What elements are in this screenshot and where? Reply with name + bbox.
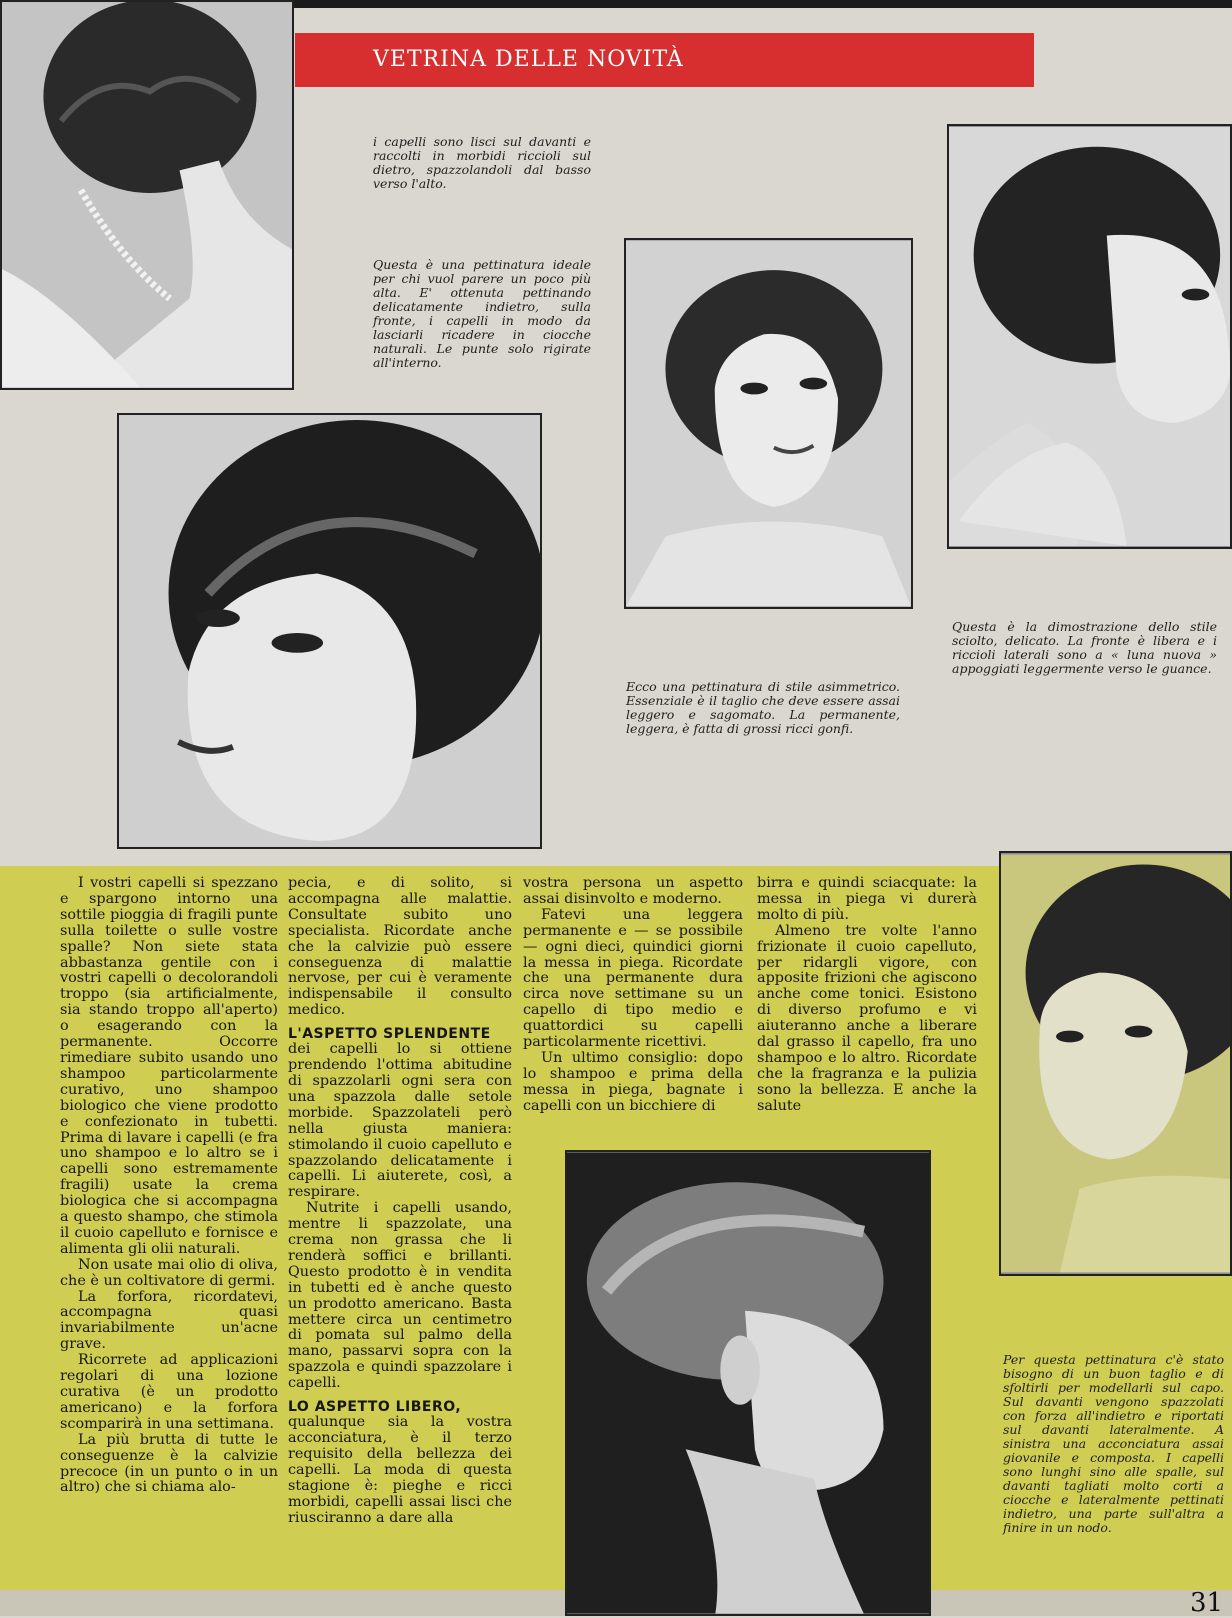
- paragraph: Non usate mai olio di oliva, che è un coltivatore di germi.: [60, 1256, 278, 1289]
- caption-loose-style: Questa è la dimostrazione dello stile sciolto, delicato. La fronte è libera e i riccioli laterali sono a « luna nuova » appoggiati leggermente verso le guance.: [952, 619, 1217, 676]
- photo-woman-back-image: [2, 2, 292, 388]
- photo-woman-back: [0, 0, 294, 390]
- caption-short-cut: Per questa pettinatura c'è stato bisogno di un buon taglio e di sfoltirli per modellarli sul capo. Sul davanti vengono spazzolati con forza all'indietro e riportati sul davanti lateralmente. A sinistra una acconciatura assai giovanile e composta. I capelli sono lunghi sino alle spalle, sul davanti tagliati molto corti a ciocche e lateralmente pettinati indietro, una parte sull'altra a finire in un nodo.: [1003, 1352, 1224, 1535]
- photo-woman-profile-right: [947, 124, 1232, 549]
- paragraph: Un ultimo consiglio: dopo lo shampoo e prima della messa in piega, bagnate i capelli con un bicchiere di: [523, 1049, 743, 1114]
- page-number: 31: [1190, 1588, 1224, 1618]
- paragraph: qualunque sia la vostra acconciatura, è il terzo requisito della bellezza dei capelli. La moda di questa stagione è: pieghe e ricci morbidi, capelli assai lisci che riusciranno a dare alla: [288, 1414, 512, 1526]
- subheading: L'ASPETTO SPLENDENTE: [288, 1026, 491, 1043]
- photo-woman-face-large-image: [119, 415, 540, 847]
- article-column-2: [288, 876, 512, 1526]
- paragraph: La forfora, ricordatevi, accompagna quasi invariabilmente un'acne grave.: [60, 1288, 278, 1353]
- paragraph: Almeno tre volte l'anno frizionate il cuoio capelluto, per ridargli vigore, con apposite frizioni che agiscono anche come tonici. Esistono di diverso profumo e vi aiuteranno anche a liberare dal grasso il capello, fra uno shampoo e lo altro. Ricordate che la fragranza e la pulizia sono la bellezza. E anche la salute: [757, 922, 977, 1114]
- photo-woman-smiling-image: [626, 240, 911, 607]
- photo-woman-smiling: [624, 238, 913, 609]
- article-column-3: [523, 876, 743, 1115]
- paragraph: I vostri capelli si spezzano e spargono intorno una sottile pioggia di fragili punte sulla toilette o sulle vostre spalle? Non siete stata abbastanza gentile con i vostri capelli o decolorandoli troppo (sia artificialmente, sia stando troppo all'aperto) o esagerando con la permanente. Occorre rimediare subito usando uno shampoo particolarmente curativo, uno shampoo biologico che viene prodotto e confezionato in tubetti. Prima di lavare i capelli (e fra uno shampoo e lo altro se i capelli sono estremamente fragili) usate la crema biologica che si accompagna a questo shampo, che stimola il cuoio capelluto e fornisce e alimenta gli olii naturali.: [60, 875, 278, 1257]
- caption-asymmetric: Ecco una pettinatura di stile asimmetrico. Essenziale è il taglio che deve essere assai leggero e sagomato. La permanente, leggera, è fatta di grossi ricci gonfi.: [626, 679, 900, 736]
- photo-woman-short-hair: [999, 851, 1232, 1276]
- photo-woman-short-hair-image: [1001, 853, 1230, 1274]
- paragraph: birra e quindi sciacquate: la messa in piega vi durerà molto di più.: [757, 875, 977, 923]
- paragraph: Ricorrete ad applicazioni regolari di una lozione curativa (è un prodotto americano) e la forfora scomparirà in una settimana.: [60, 1352, 278, 1432]
- photo-woman-face-large: [117, 413, 542, 849]
- caption-top-center: i capelli sono lisci sul davanti e raccolti in morbidi riccioli sul dietro, spazzolandoli dal basso verso l'alto.: [373, 134, 591, 191]
- article-column-1: [60, 876, 278, 1496]
- photo-woman-profile-bottom: [565, 1150, 931, 1616]
- paragraph: La più brutta di tutte le conseguenze è la calvizie precoce (in un punto o in un altro) che si chiama alo-: [60, 1431, 278, 1496]
- photo-woman-profile-right-image: [949, 126, 1230, 547]
- photo-woman-profile-bottom-image: [567, 1152, 929, 1614]
- paragraph: Nutrite i capelli usando, mentre li spazzolate, una crema non grassa che li renderà soffici e brillanti. Questo prodotto è in vendita in tubetti ed è anche questo un prodotto americano. Basta mettere circa un centimetro di pomata sul palmo della mano, passarvi sopra con la spazzola e quindi spazzolare i capelli.: [288, 1200, 512, 1392]
- article-column-4: [757, 876, 977, 1115]
- paragraph: pecia, e di solito, si accompagna alle malattie. Consultate subito uno specialista. Ricordate anche che la calvizie può essere conseguenza di malattie nervose, per cui è veramente indispensabile il consulto medico.: [288, 875, 512, 1019]
- paragraph: Fatevi una leggera permanente e — se possibile — ogni dieci, quindici giorni la messa in piega. Ricordate che una permanente dura circa nove settimane su un capello di tipo medio e quattordici su capelli particolarmente ricettivi.: [523, 906, 743, 1051]
- caption-tall-hairstyle: Questa è una pettinatura ideale per chi vuol parere un poco più alta. E' ottenuta pettinando delicatamente indietro, sulla fronte, i capelli in modo da lasciarli ricadere in ciocche naturali. Le punte solo rigirate all'interno.: [373, 257, 591, 370]
- paragraph: dei capelli lo si ottiene prendendo l'ottima abitudine di spazzolarli ogni sera con una spazzola dalle setole morbide. Spazzolateli però nella giusta maniera: stimolando il cuoio capelluto e spazzolando delicatamente i capelli. Li aiuterete, così, a respirare.: [288, 1041, 512, 1201]
- paragraph: vostra persona un aspetto assai disinvolto e moderno.: [523, 875, 743, 907]
- page-title: VETRINA DELLE NOVITÀ: [295, 33, 1034, 87]
- subheading: LO ASPETTO LIBERO,: [288, 1399, 462, 1416]
